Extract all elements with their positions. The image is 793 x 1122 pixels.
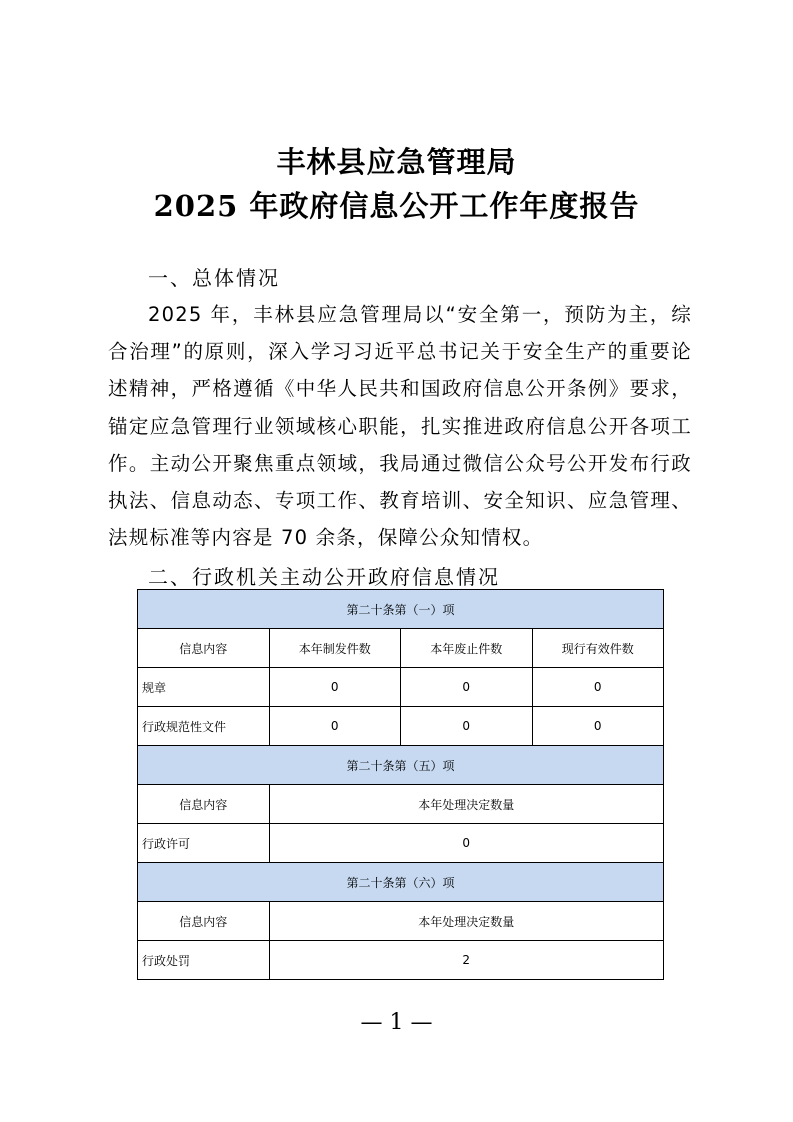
value-cell: 2: [269, 941, 664, 980]
disclosure-table: [137, 589, 664, 980]
value-cell: 0: [401, 707, 533, 746]
row-label-cell: 行政处罚: [138, 941, 270, 980]
section-heading-overview: 一、总体情况: [148, 266, 280, 290]
value-cell: 0: [532, 707, 664, 746]
row-label-cell: 行政许可: [138, 824, 270, 863]
table-header-row: [138, 785, 664, 824]
page-number: — 1 —: [360, 1010, 433, 1035]
value-cell: 0: [269, 668, 401, 707]
section-heading-proactive-disclosure: 二、行政机关主动公开政府信息情况: [148, 565, 500, 589]
header-cell: 现行有效件数: [532, 629, 664, 668]
section-title-cell: 第二十条第（六）项: [138, 863, 664, 902]
value-cell: 0: [532, 668, 664, 707]
overview-paragraph: 2025 年，丰林县应急管理局以“安全第一，预防为主，综合治理”的原则，深入学习习近平总书记关于安全生产的重要论述精神，严格遵循《中华人民共和国政府信息公开条例》要求，锚定应急管理行业领域核心职能，扎实推进政府信息公开各项工作。主动公开聚焦重点领域，我局通过微信公众号公开发布行政执法、信息动态、专项工作、教育培训、安全知识、应急管理、法规标准等内容是 70 余条，保障公众知情权。: [108, 303, 692, 550]
document-title-line1: 丰林县应急管理局: [276, 145, 517, 179]
header-cell: 信息内容: [138, 629, 270, 668]
value-cell: 0: [269, 824, 664, 863]
table-row: [138, 824, 664, 863]
header-cell: 本年制发件数: [269, 629, 401, 668]
section-title-cell: 第二十条第（一）项: [138, 590, 664, 629]
header-cell: 本年处理决定数量: [269, 902, 664, 941]
table-section-row: [138, 746, 664, 785]
header-cell: 本年废止件数: [401, 629, 533, 668]
table-row: [138, 707, 664, 746]
table-row: [138, 941, 664, 980]
row-label-cell: 规章: [138, 668, 270, 707]
header-cell: 本年处理决定数量: [269, 785, 664, 824]
header-cell: 信息内容: [138, 785, 270, 824]
header-cell: 信息内容: [138, 902, 270, 941]
table-row: [138, 668, 664, 707]
table-header-row: [138, 629, 664, 668]
document-title-line2: 2025 年政府信息公开工作年度报告: [153, 189, 640, 223]
table-section-row: [138, 590, 664, 629]
row-label-cell: 行政规范性文件: [138, 707, 270, 746]
value-cell: 0: [401, 668, 533, 707]
section-title-cell: 第二十条第（五）项: [138, 746, 664, 785]
value-cell: 0: [269, 707, 401, 746]
table-section-row: [138, 863, 664, 902]
table-header-row: [138, 902, 664, 941]
